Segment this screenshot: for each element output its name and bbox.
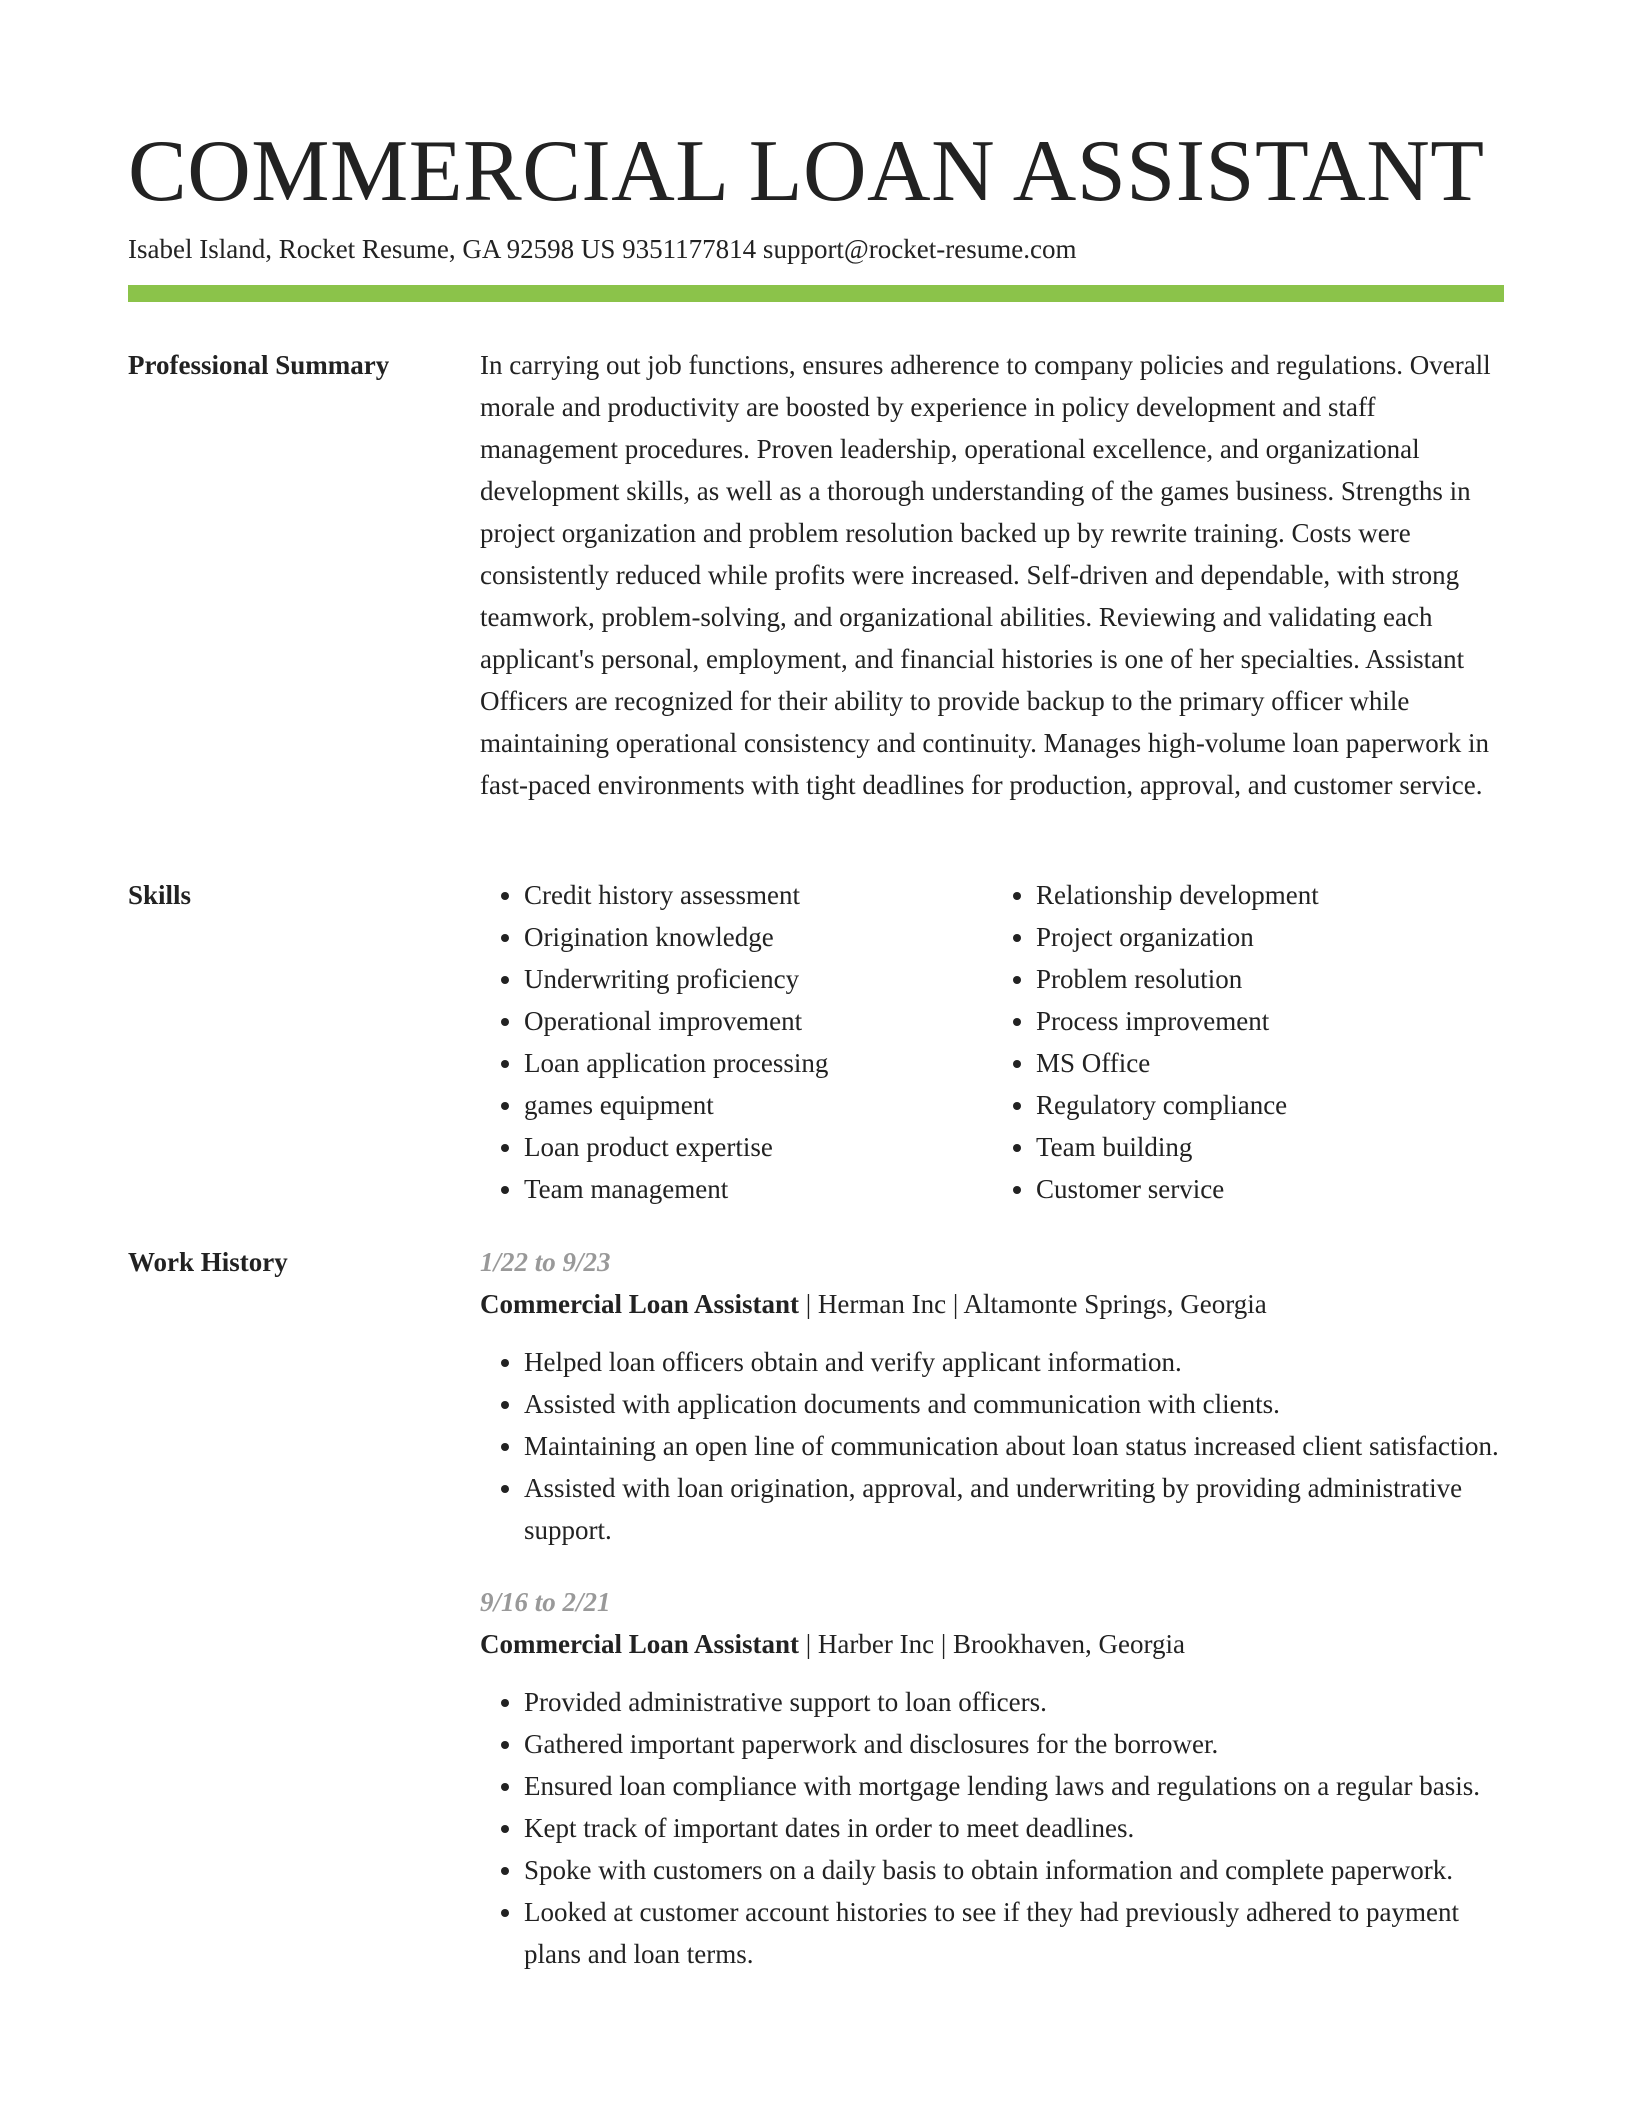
skill-item: • Relationship development (1036, 874, 1504, 916)
job-bullets (480, 1341, 1504, 1551)
skills-list-left (480, 874, 992, 1210)
work-history-body (480, 1241, 1504, 1975)
skill-item: • Loan product expertise (524, 1126, 992, 1168)
work-history-heading: Work History (128, 1247, 288, 1277)
job-header (480, 1623, 1504, 1665)
skills-list-right (992, 874, 1504, 1210)
skills-heading: Skills (128, 880, 192, 910)
skill-item: • Loan application processing (524, 1042, 992, 1084)
job-bullet: • Kept track of important dates in order to meet deadlines. (524, 1807, 1504, 1849)
skill-item: • Project organization (1036, 916, 1504, 958)
skill-item: • MS Office (1036, 1042, 1504, 1084)
job-entry (480, 1241, 1504, 1551)
resume-title: COMMERCIAL LOAN ASSISTANT (128, 123, 1485, 220)
job-bullets (480, 1681, 1504, 1975)
job-bullet: • Maintaining an open line of communication about loan status increased client satisfaction. (524, 1425, 1504, 1467)
skill-item: • Customer service (1036, 1168, 1504, 1210)
job-title: Commercial Loan Assistant (480, 1289, 800, 1319)
job-entry (480, 1581, 1504, 1975)
job-bullet: • Provided administrative support to loan officers. (524, 1681, 1504, 1723)
skill-item: • Origination knowledge (524, 916, 992, 958)
job-details: | Harber Inc | Brookhaven, Georgia (799, 1629, 1185, 1659)
skill-item: • Credit history assessment (524, 874, 992, 916)
summary-text: In carrying out job functions, ensures adherence to company policies and regulations. Overall morale and productivity are boosted by experience in policy development and staff management procedures. Proven leadership, operational excellence, and organizational development skills, as well as a thorough understanding of the games business. Strengths in project organization and problem resolution backed up by rewrite training. Costs were consistently reduced while profits were increased. Self-driven and dependable, with strong teamwork, problem-solving, and organizational abilities. Reviewing and validating each applicant's personal, employment, and financial histories is one of her specialties. Assistant Officers are recognized for their ability to provide backup to the primary officer while maintaining operational consistency and continuity. Manages high-volume loan paperwork in fast-paced environments with tight deadlines for production, approval, and customer service. (480, 350, 1491, 800)
job-dates: 9/16 to 2/21 (480, 1587, 611, 1617)
job-bullet: • Gathered important paperwork and disclosures for the borrower. (524, 1723, 1504, 1765)
summary-body (480, 344, 1504, 806)
job-bullet: • Spoke with customers on a daily basis to obtain information and complete paperwork. (524, 1849, 1504, 1891)
job-bullet: • Ensured loan compliance with mortgage lending laws and regulations on a regular basis. (524, 1765, 1504, 1807)
summary-heading: Professional Summary (128, 350, 390, 380)
job-dates: 1/22 to 9/23 (480, 1247, 611, 1277)
skill-item: • games equipment (524, 1084, 992, 1126)
accent-divider (128, 285, 1504, 302)
skill-item: • Team management (524, 1168, 992, 1210)
job-bullet: • Assisted with loan origination, approval, and underwriting by providing administrative support. (524, 1467, 1504, 1551)
job-details: | Herman Inc | Altamonte Springs, Georgia (799, 1289, 1267, 1319)
job-bullet: • Looked at customer account histories to see if they had previously adhered to payment plans and loan terms. (524, 1891, 1504, 1975)
skill-item: • Regulatory compliance (1036, 1084, 1504, 1126)
skill-item: • Team building (1036, 1126, 1504, 1168)
skill-item: • Operational improvement (524, 1000, 992, 1042)
skill-item: • Underwriting proficiency (524, 958, 992, 1000)
job-header (480, 1283, 1504, 1325)
job-title: Commercial Loan Assistant (480, 1629, 800, 1659)
skill-item: • Process improvement (1036, 1000, 1504, 1042)
skill-item: • Problem resolution (1036, 958, 1504, 1000)
job-bullet: • Helped loan officers obtain and verify applicant information. (524, 1341, 1504, 1383)
contact-line: Isabel Island, Rocket Resume, GA 92598 US 9351177814 support@rocket-resume.com (128, 234, 1077, 264)
job-bullet: • Assisted with application documents and communication with clients. (524, 1383, 1504, 1425)
skills-body (480, 874, 1504, 1210)
